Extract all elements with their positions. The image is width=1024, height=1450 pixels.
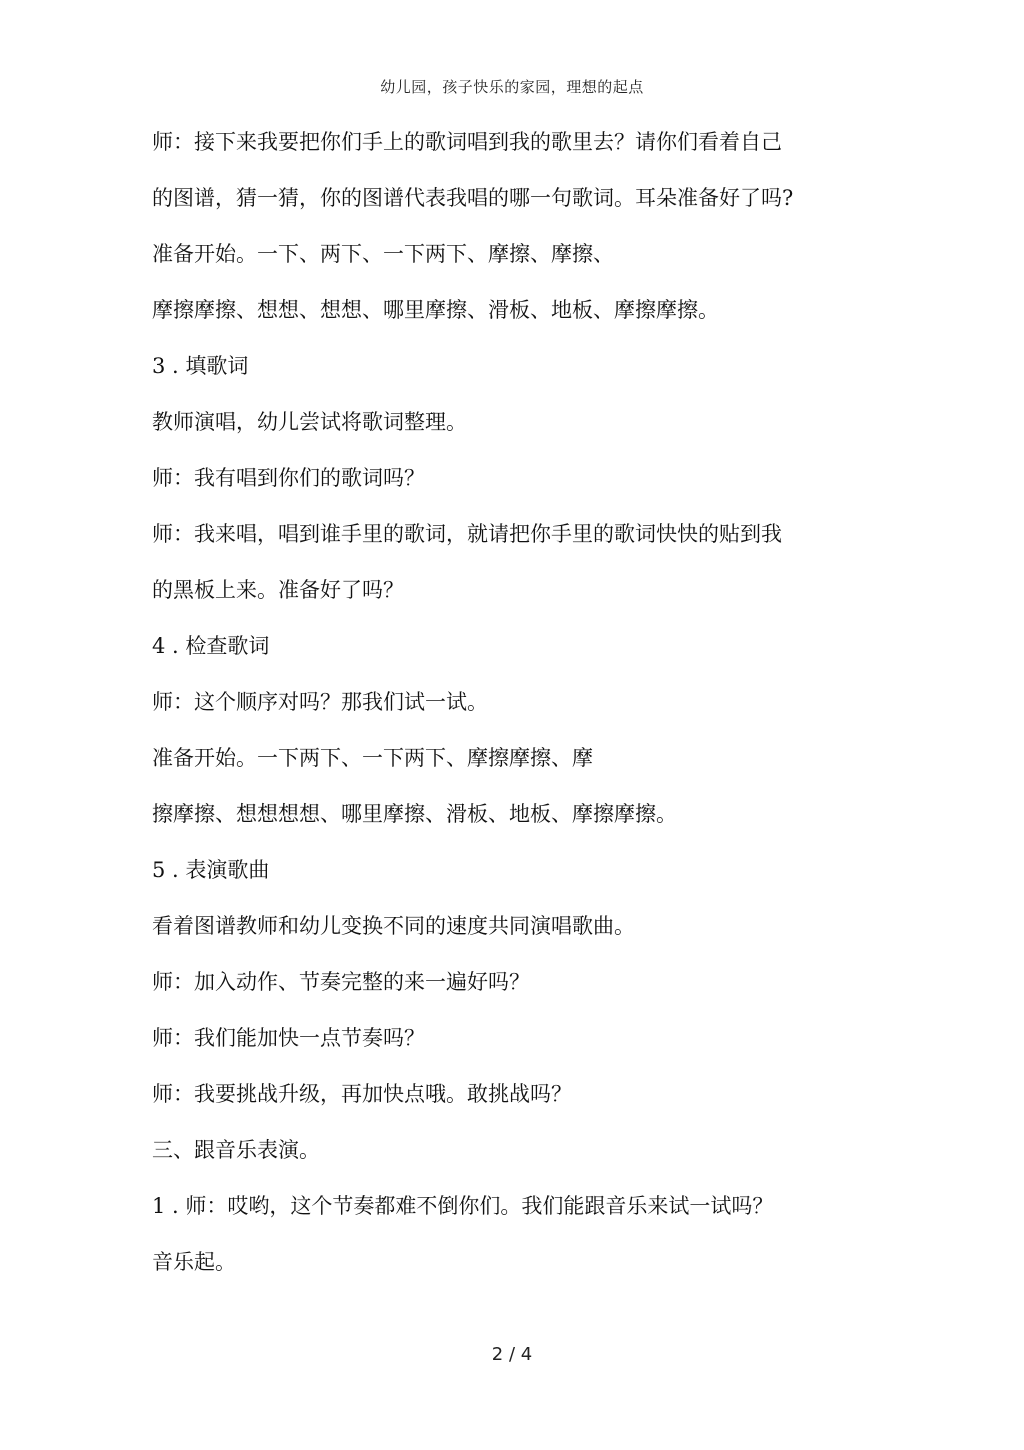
paragraph-line: 准备开始。一下、两下、一下两下、摩擦、摩擦、 (152, 242, 614, 266)
paragraph-line: 的图谱，猜一猜，你的图谱代表我唱的哪一句歌词。耳朵准备好了吗? (152, 186, 794, 210)
paragraph-line: 1 . 师：哎哟，这个节奏都难不倒你们。我们能跟音乐来试一试吗？ (152, 1194, 774, 1218)
paragraph-line: 擦摩擦、想想想想、哪里摩擦、滑板、地板、摩擦摩擦。 (152, 802, 677, 826)
document-body (152, 120, 872, 1296)
paragraph-line: 看着图谱教师和幼儿变换不同的速度共同演唱歌曲。 (152, 914, 635, 938)
paragraph-line: 师：我有唱到你们的歌词吗？ (152, 466, 425, 490)
paragraph-line: 师：我们能加快一点节奏吗？ (152, 1026, 425, 1050)
section-heading: 5 . 表演歌曲 (152, 858, 270, 882)
page-header: 幼儿园，孩子快乐的家园，理想的起点 (380, 78, 644, 96)
paragraph-line: 的黑板上来。准备好了吗？ (152, 578, 404, 602)
paragraph-line: 教师演唱，幼儿尝试将歌词整理。 (152, 410, 467, 434)
page-number: 2 / 4 (491, 1344, 533, 1365)
paragraph-line: 师：这个顺序对吗？那我们试一试。 (152, 690, 488, 714)
paragraph-line: 音乐起。 (152, 1250, 236, 1274)
paragraph-line: 师：我要挑战升级，再加快点哦。敢挑战吗？ (152, 1082, 572, 1106)
paragraph-line: 师：接下来我要把你们手上的歌词唱到我的歌里去？请你们看着自己 (152, 130, 782, 154)
paragraph-line: 摩擦摩擦、想想、想想、哪里摩擦、滑板、地板、摩擦摩擦。 (152, 298, 719, 322)
section-heading: 3 . 填歌词 (152, 354, 249, 378)
section-heading: 三、跟音乐表演。 (152, 1138, 320, 1162)
paragraph-line: 准备开始。一下两下、一下两下、摩擦摩擦、摩 (152, 746, 593, 770)
paragraph-line: 师：加入动作、节奏完整的来一遍好吗？ (152, 970, 530, 994)
section-heading: 4 . 检查歌词 (152, 634, 270, 658)
paragraph-line: 师：我来唱，唱到谁手里的歌词，就请把你手里的歌词快快的贴到我 (152, 522, 782, 546)
